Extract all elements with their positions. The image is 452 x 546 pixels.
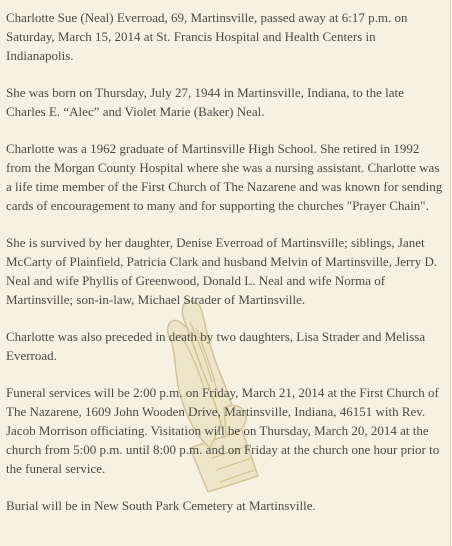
paragraph-preceded: Charlotte was also preceded in death by two daughters, Lisa Strader and Melissa Everroad. bbox=[6, 329, 426, 363]
paragraph-death-notice: Charlotte Sue (Neal) Everroad, 69, Martinsville, passed away at 6:17 p.m. on Saturday, March 15, 2014 at St. Francis Hospital and Health Centers in Indianapolis. bbox=[6, 10, 408, 63]
paragraph-life: Charlotte was a 1962 graduate of Martinsville High School. She retired in 1992 from the Morgan County Hospital where she was a nursing assistant. Charlotte was a life time member of the First Church of The Nazarene and was known for sending cards of encouragement to many and for supporting the churches "Prayer Chain". bbox=[6, 141, 443, 213]
obituary-text bbox=[6, 8, 444, 533]
paragraph-survivors: She is survived by her daughter, Denise Everroad of Martinsville; siblings, Janet McCarty of Plainfield, Patricia Clark and husband Melvin of Martinsville, Jerry D. Neal and wife Phyllis of Greenwood, Donald L. Neal and wife Norma of Martinsville; son-in-law, Michael Strader of Martinsville. bbox=[6, 235, 438, 307]
paragraph-burial: Burial will be in New South Park Cemetery at Martinsville. bbox=[6, 498, 316, 513]
paragraph-birth: She was born on Thursday, July 27, 1944 in Martinsville, Indiana, to the late Charles E. “Alec” and Violet Marie (Baker) Neal. bbox=[6, 85, 404, 119]
paragraph-services: Funeral services will be 2:00 p.m. on Friday, March 21, 2014 at the First Church of The Nazarene, 1609 John Wooden Drive, Martinsville, Indiana, 46151 with Rev. Jacob Morrison officiating. Visitation will be on Thursday, March 20, 2014 at the church from 5:00 p.m. until 8:00 p.m. and on Friday at the church one hour prior to the funeral service. bbox=[6, 385, 440, 476]
